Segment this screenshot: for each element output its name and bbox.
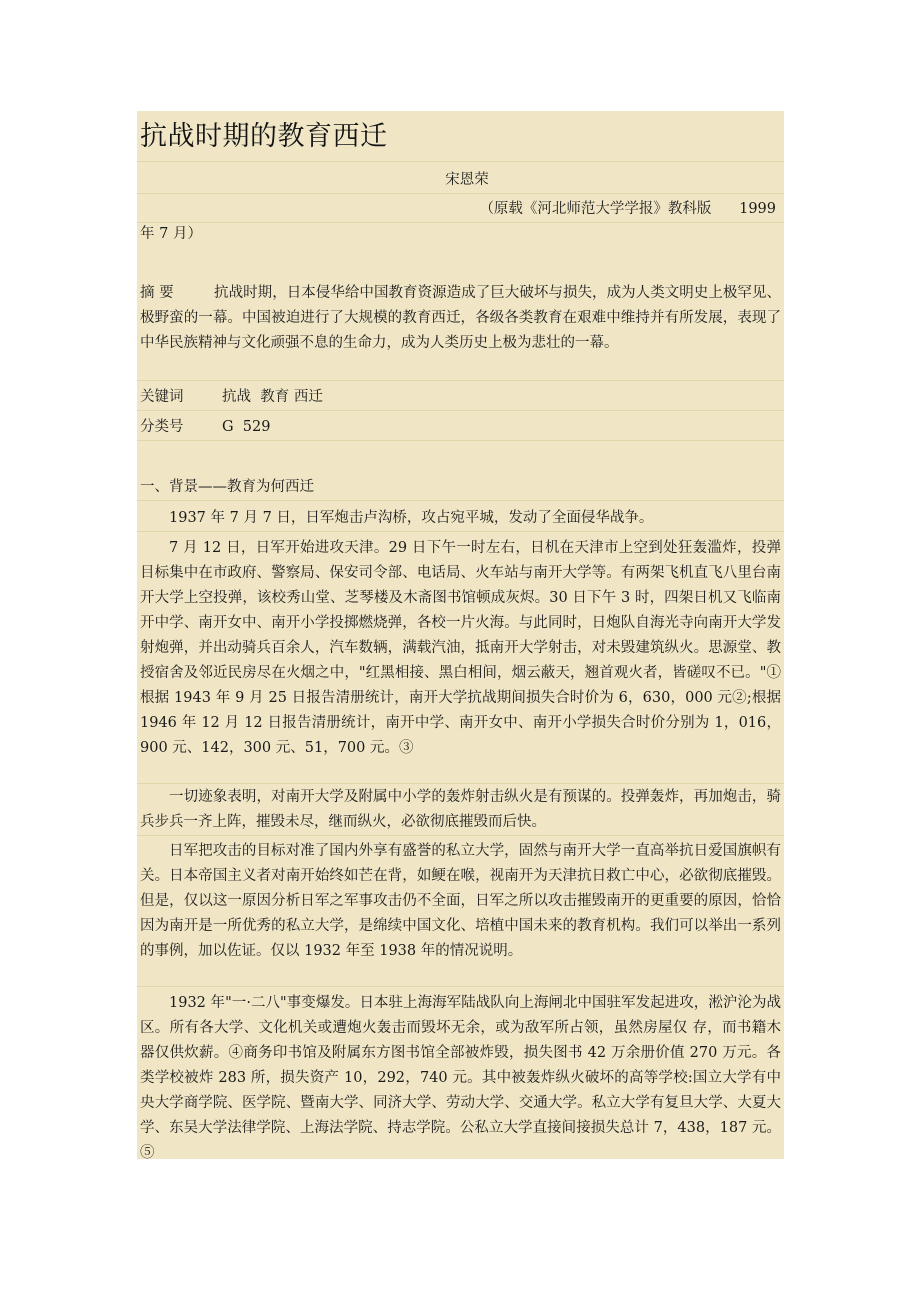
source-citation: （原载《河北师范大学学报》教科版 1999 (137, 197, 784, 223)
classification-label: 分类号 (140, 419, 184, 435)
abstract-text: 抗战时期，日本侵华给中国教育资源造成了巨大破坏与损失，成为人类文明史上极罕见、极野蛮的一幕。中国被迫进行了大规模的教育西迁，各级各类教育在艰难中维持并有所发展，表现了中华民族精神与文化顽强不息的生命力，成为人类历史上极为悲壮的一幕。 (140, 285, 781, 351)
paragraph: 日军把攻击的目标对准了国内外享有盛誉的私立大学，固然与南开大学一直高举抗日爱国旗帜有关。日本帝国主义者对南开始终如芒在背，如鲠在喉，视南开为天津抗日救亡中心，必欲彻底摧毁。但是，仅以这一原因分析日军之军事攻击仍不全面，日军之所以攻击摧毁南开的更重要的原因，恰恰因为南开是一所优秀的私立大学，是绵续中国文化、培植中国未来的教育机构。我们可以举出一系列的事例，加以佐证。仅以 1932 年至 1938 年的情况说明。 (137, 839, 784, 987)
article-panel (137, 111, 784, 1159)
divider (137, 161, 784, 162)
abstract (137, 281, 784, 381)
article-author: 宋恩荣 (137, 168, 784, 194)
keywords-text: 抗战 教育 西迁 (222, 389, 323, 405)
paragraph: 7 月 12 日，日军开始进攻天津。29 日下午一时左右，日机在天津市上空到处狂轰滥炸，投弹目标集中在市政府、警察局、保安司令部、电话局、火车站与南开大学等。有两架飞机直飞八里台南开大学上空投弹，该校秀山堂、芝琴楼及木斋图书馆顿成灰烬。30 日下午 3 时，四架日机又飞临南开中学、南开女中、南开小学投掷燃烧弹，各校一片火海。与此同时，日炮队自海光寺向南开大学发射炮弹，并出动骑兵百余人，汽车数辆，满载汽油，抵南开大学射击，对未毁建筑纵火。思源堂、教授宿舍及邻近民房尽在火烟之中，"红黑相接、黑白相间，烟云蔽天，翘首观火者，皆磋叹不已。"①根据 1943 年 9 月 25 日报告清册统计，南开大学抗战期间损失合时价为 6，630，000 元②;根据 1946 年 12 月 12 日报告清册统计，南开中学、南开女中、南开小学损失合时价分别为 1，016，900 元、142，300 元、51，700 元。③ (137, 536, 784, 784)
keywords-label: 关键词 (140, 389, 184, 405)
paragraph: 一切迹象表明，对南开大学及附属中小学的轰炸射击纵火是有预谋的。投弹轰炸，再加炮击，骑兵步兵一齐上阵，摧毁未尽，继而纵火，必欲彻底摧毁而后快。 (137, 785, 784, 836)
paragraph: 1932 年"一·二八"事变爆发。日本驻上海海军陆战队向上海闸北中国驻军发起进攻，淞沪沦为战区。所有各大学、文化机关或遭炮火轰击而毁坏无余，或为敌军所占领，虽然房屋仅 存，而书籍木器仅供炊薪。④商务印书馆及附属东方图书馆全部被炸毁，损失图书 42 万余册价值 270 万元。各类学校被炸 283 所，损失资产 10，292，740 元。其中被轰炸纵火破坏的高等学校:国立大学有中央大学商学院、医学院、暨南大学、同济大学、劳动大学、交通大学。私立大学有复旦大学、大夏大学、东吴大学法律学院、上海法学院、持志学院。公私立大学直接间接损失总计 7，438，187 元。⑤ (140, 995, 781, 1161)
paragraph: 1937 年 7 月 7 日，日军炮击卢沟桥，攻占宛平城，发动了全面侵华战争。 (137, 506, 784, 532)
classification-row (137, 415, 784, 441)
article-title: 抗战时期的教育西迁 (140, 121, 388, 152)
abstract-label: 摘 要 (140, 285, 174, 301)
keywords-row (137, 385, 784, 411)
section-heading: 一、背景——教育为何西迁 (137, 475, 784, 501)
classification-text: G 529 (222, 419, 271, 435)
source-citation-cont: 年 7 月） (140, 226, 202, 242)
